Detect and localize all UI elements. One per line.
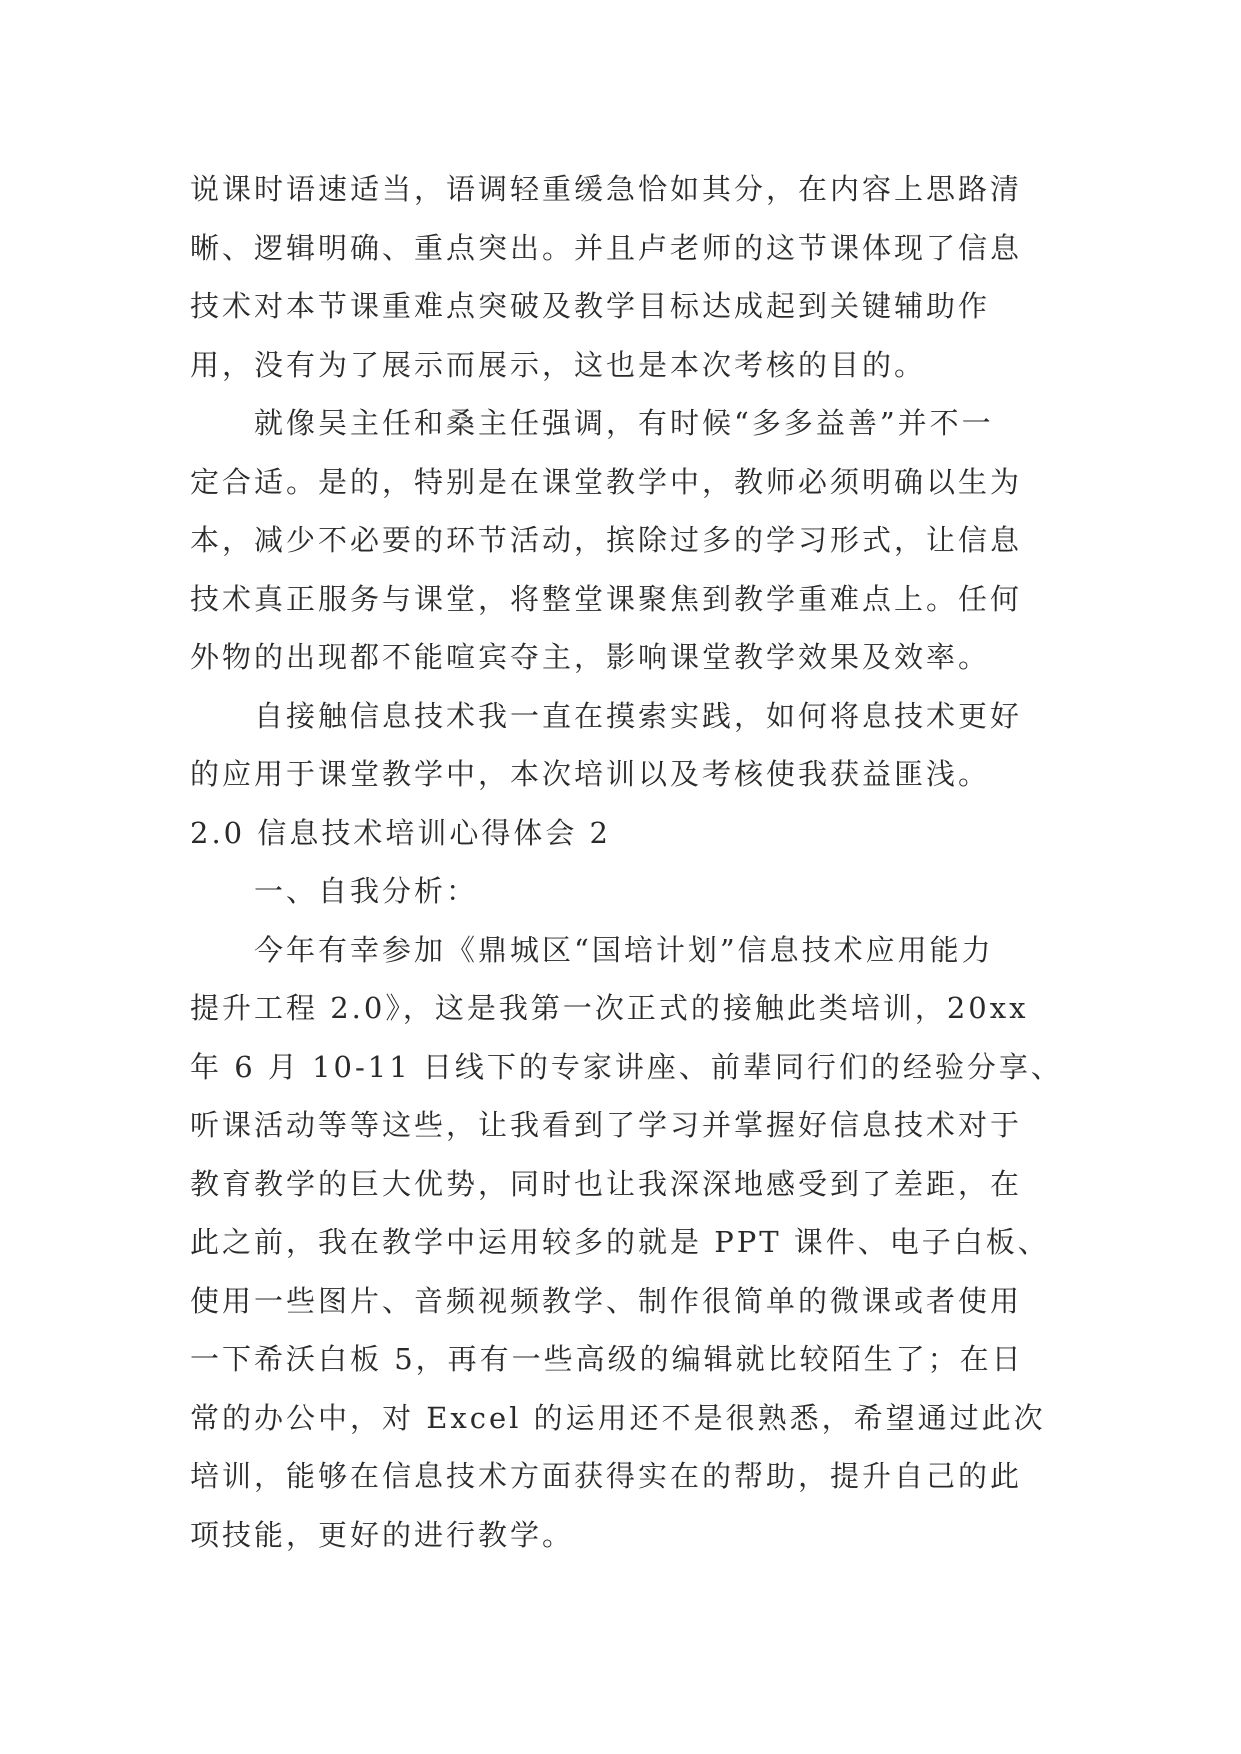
text-line: 定合适。是的，特别是在课堂教学中，教师必须明确以生为 bbox=[190, 464, 1023, 499]
text-line: 此之前，我在教学中运用较多的就是 PPT 课件、电子白板、 bbox=[190, 1225, 1050, 1259]
text-line: 外物的出现都不能喧宾夺主，影响课堂教学效果及效率。 bbox=[190, 640, 991, 674]
text-line: 的应用于课堂教学中，本次培训以及考核使我获益匪浅。 bbox=[190, 757, 991, 791]
text-line: 本，减少不必要的环节活动，摈除过多的学习形式，让信息 bbox=[190, 523, 1023, 557]
text-line: 使用一些图片、音频视频教学、制作很简单的微课或者使用 bbox=[190, 1283, 1023, 1318]
text-line: 常的办公中，对 Excel 的运用还不是很熟悉，希望通过此次 bbox=[190, 1400, 1046, 1435]
text-line: 年 6 月 10-11 日线下的专家讲座、前辈同行们的经验分享、 bbox=[190, 1049, 1063, 1084]
section-heading: 2.0 信息技术培训心得体会 2 bbox=[190, 815, 612, 850]
text-line: 晰、逻辑明确、重点突出。并且卢老师的这节课体现了信息 bbox=[190, 230, 1023, 265]
text-line: 技术对本节课重难点突破及教学目标达成起到关键辅助作 bbox=[190, 289, 991, 323]
text-line: 培训，能够在信息技术方面获得实在的帮助，提升自己的此 bbox=[190, 1459, 1023, 1493]
text-line: 教育教学的巨大优势，同时也让我深深地感受到了差距，在 bbox=[190, 1166, 1023, 1201]
text-line: 一下希沃白板 5，再有一些高级的编辑就比较陌生了；在日 bbox=[190, 1342, 1024, 1376]
text-line: 就像吴主任和桑主任强调，有时候“多多益善”并不一 bbox=[254, 406, 994, 440]
text-line: 用，没有为了展示而展示，这也是本次考核的目的。 bbox=[190, 347, 927, 382]
text-line: 提升工程 2.0》，这是我第一次正式的接触此类培训，20xx bbox=[190, 991, 1029, 1025]
subsection-heading: 一、自我分析： bbox=[254, 874, 479, 908]
text-line: 自接触信息技术我一直在摸索实践，如何将息技术更好 bbox=[254, 698, 1023, 733]
text-line: 今年有幸参加《鼎城区“国培计划”信息技术应用能力 bbox=[254, 932, 994, 967]
body-text bbox=[190, 160, 1063, 1564]
text-line: 听课活动等等这些，让我看到了学习并掌握好信息技术对于 bbox=[190, 1108, 1023, 1142]
text-line: 技术真正服务与课堂，将整堂课聚焦到教学重难点上。任何 bbox=[190, 581, 1023, 616]
text-line: 说课时语速适当，语调轻重缓急恰如其分，在内容上思路清 bbox=[190, 172, 1023, 206]
text-line: 项技能，更好的进行教学。 bbox=[190, 1517, 575, 1552]
